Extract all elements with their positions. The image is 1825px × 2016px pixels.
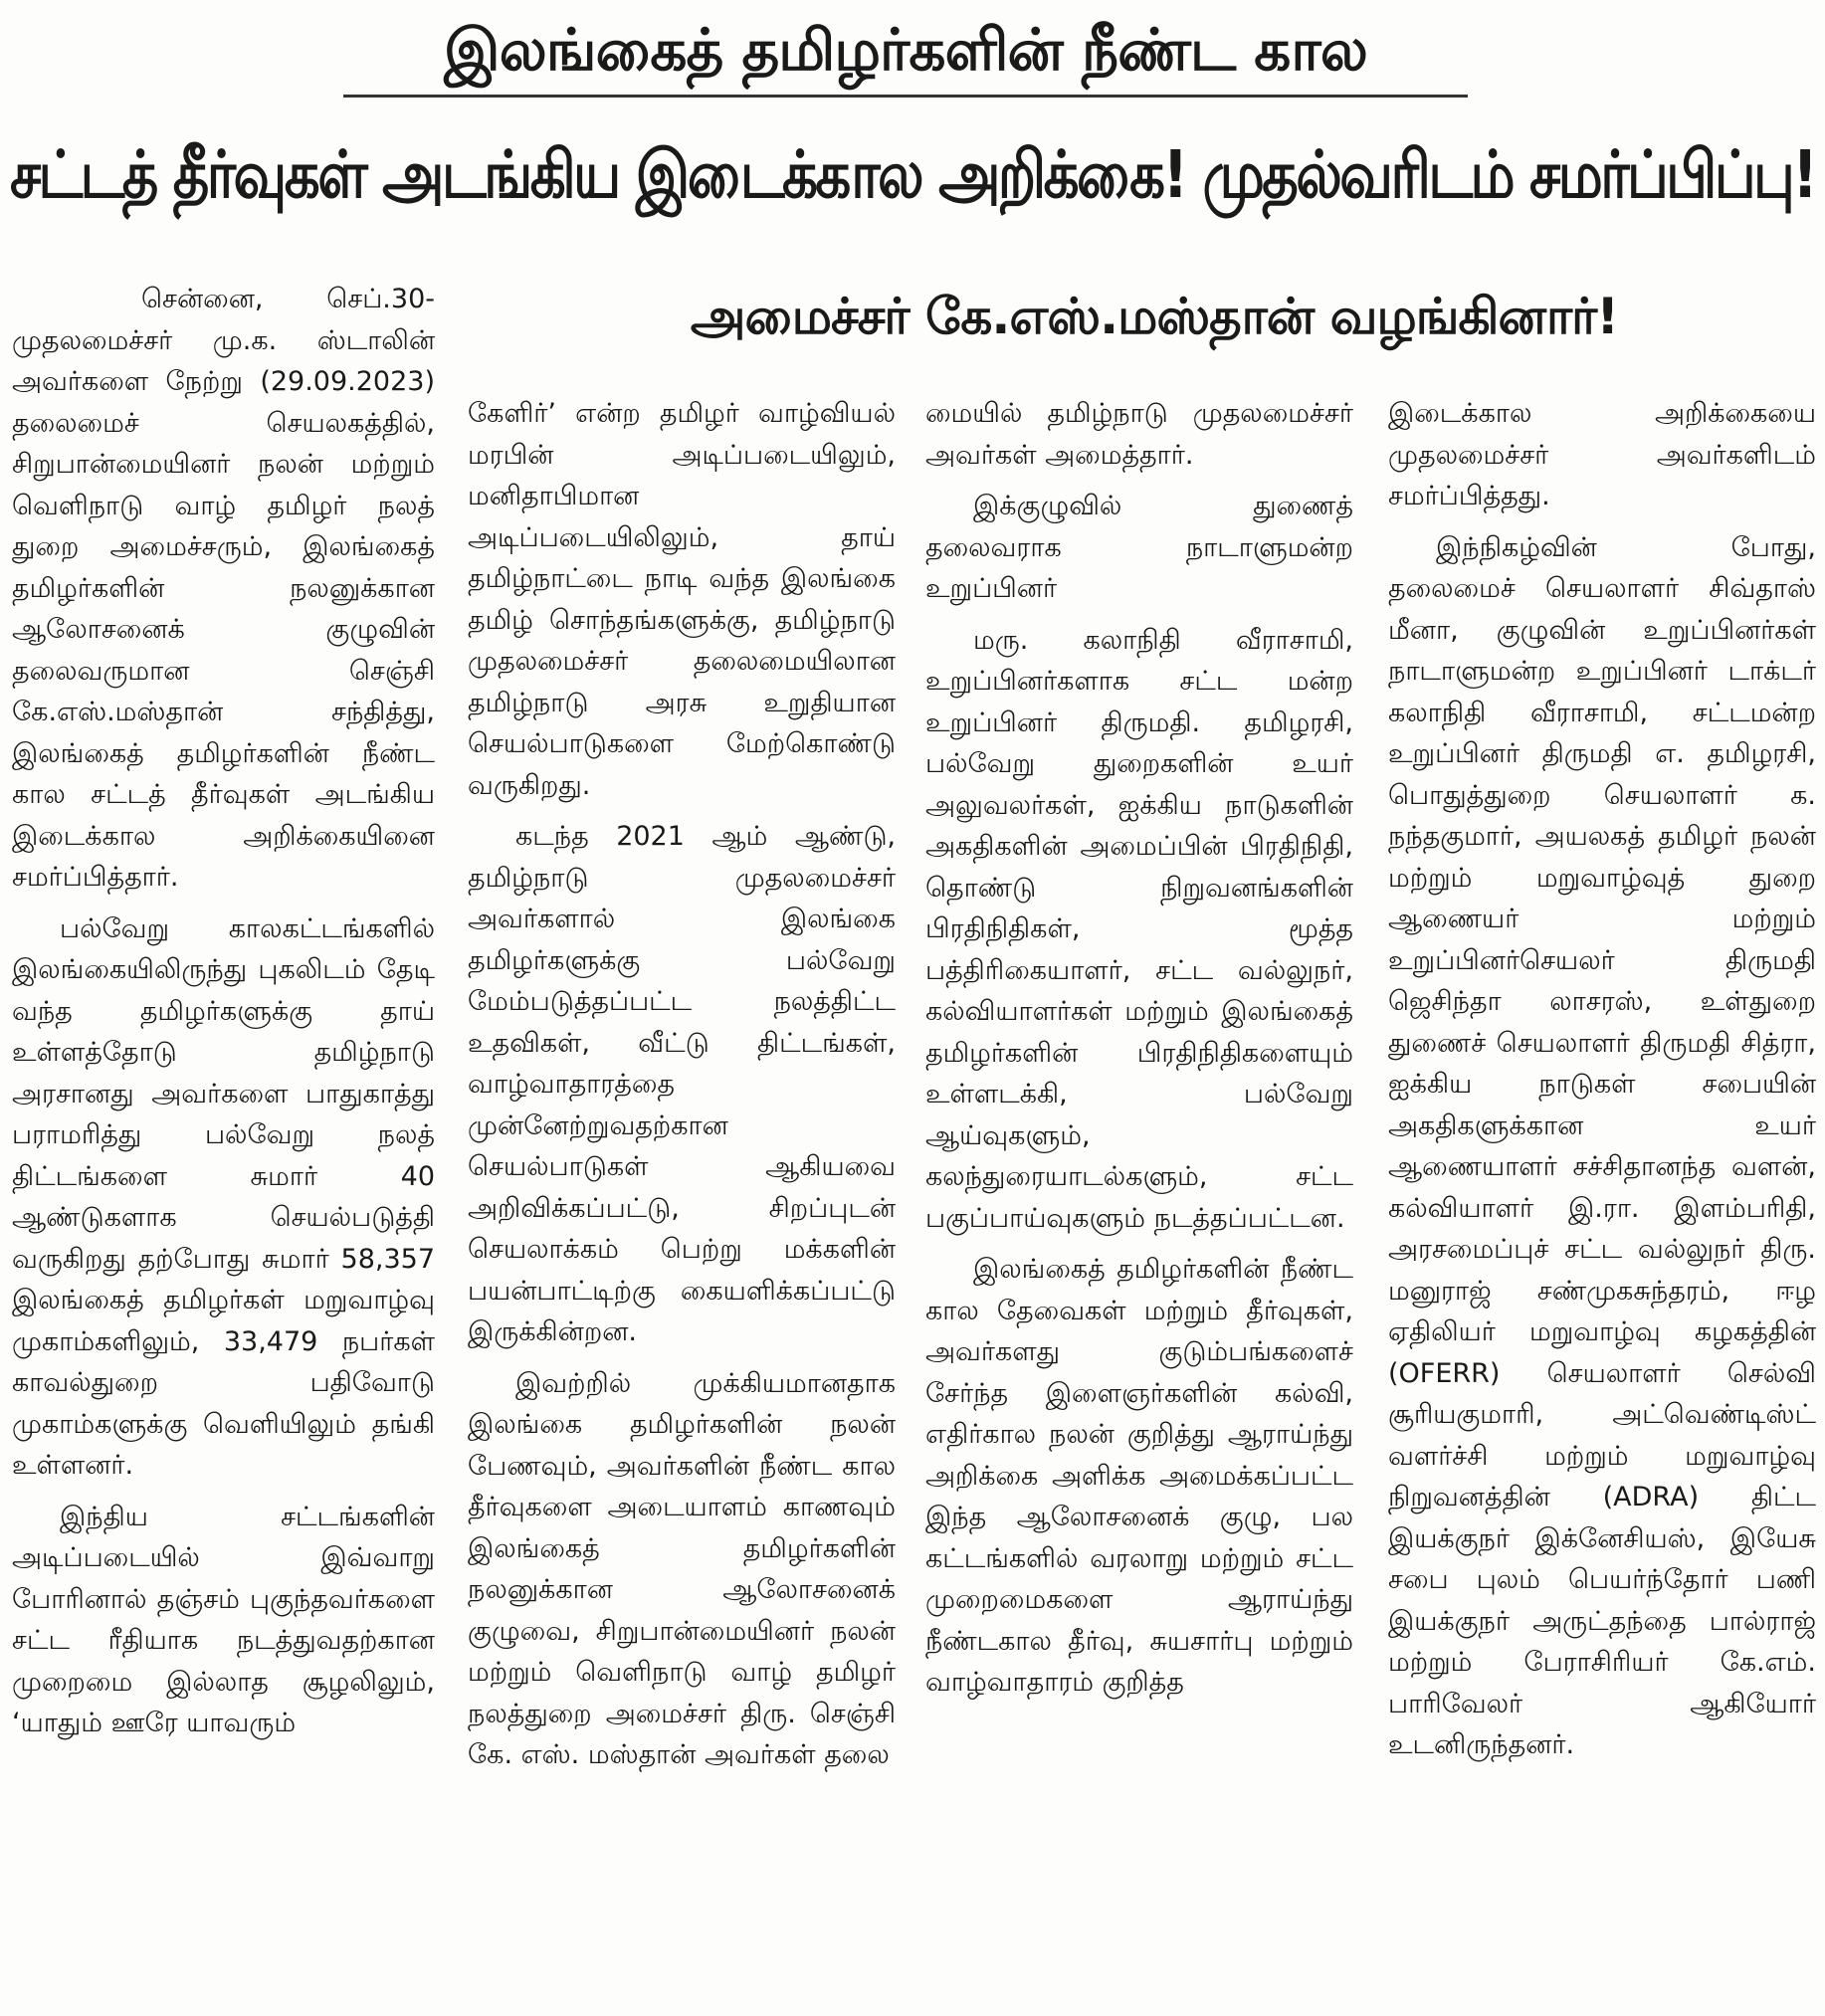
column-2-paragraph-1: கேளிர்’ என்ற தமிழர் வாழ்வியல் மரபின் அடிப்படையிலும், மனிதாபிமான அடிப்படையிலிலும், தாய் தமிழ்நாட்டை நாடி வந்த இலங்கை தமிழ் சொந்தங்களுக்கு, தமிழ்நாடு முதலமைச்சர் தலைமையிலான தமிழ்நாடு அரசு உறுதியான செயல்பாடுகளை மேற்கொண்டு வருகிறது. bbox=[468, 398, 896, 801]
article-column-3 bbox=[925, 393, 1353, 2016]
sub-headline: அமைச்சர் கே.எஸ்.மஸ்தான் வழங்கினார்! bbox=[690, 288, 1619, 345]
column-3-paragraph-3: மரு. கலாநிதி வீராசாமி, உறுப்பினர்களாக சட்ட மன்ற உறுப்பினர் திருமதி. தமிழரசி, பல்வேறு துறைகளின் உயர் அலுவலர்கள், ஐக்கிய நாடுகளின் அகதிகளின் அமைப்பின் பிரதிநிதி, தொண்டு நிறுவனங்களின் பிரதிநிதிகள், மூத்த பத்திரிகையாளர், சட்ட வல்லுநர், கல்வியாளர்கள் மற்றும் இலங்கைத் தமிழர்களின் பிரதிநிதிகளையும் உள்ளடக்கி, பல்வேறு ஆய்வுகளும், கலந்துரையாடல்களும், சட்ட பகுப்பாய்வுகளும் நடத்தப்பட்டன. bbox=[925, 624, 1353, 1234]
column-2-paragraph-2: கடந்த 2021 ஆம் ஆண்டு, தமிழ்நாடு முதலமைச்சர் அவர்களால் இலங்கை தமிழர்களுக்கு பல்வேறு மேம்படுத்தப்பட்ட நலத்திட்ட உதவிகள், வீட்டு திட்டங்கள், வாழ்வாதாரத்தை முன்னேற்றுவதற்கான செயல்பாடுகள் ஆகியவை அறிவிக்கப்பட்டு, சிறப்புடன் செயலாக்கம் பெற்று மக்களின் பயன்பாட்டிற்கு கையளிக்கப்பட்டு இருக்கின்றன. bbox=[468, 821, 896, 1347]
kicker-headline: இலங்கைத் தமிழர்களின் நீண்ட கால bbox=[444, 16, 1367, 84]
column-3-paragraph-2: இக்குழுவில் துணைத் தலைவராக நாடாளுமன்ற உறுப்பினர் bbox=[925, 491, 1353, 604]
main-headline: சட்டத் தீர்வுகள் அடங்கிய இடைக்கால அறிக்கை! முதல்வரிடம் சமர்ப்பிப்பு! bbox=[10, 136, 1816, 213]
article-column-1 bbox=[12, 279, 435, 2016]
column-4-paragraph-2: இந்நிகழ்வின் போது, தலைமைச் செயலாளர் சிவ்தாஸ் மீனா, குழுவின் உறுப்பினர்கள் நாடாளுமன்ற உறுப்பினர் டாக்டர் கலாநிதி வீராசாமி, சட்டமன்ற உறுப்பினர் திருமதி எ. தமிழரசி, பொதுத்துறை செயலாளர் க. நந்தகுமார், அயலகத் தமிழர் நலன் மற்றும் மறுவாழ்வுத் துறை ஆணையர் மற்றும் உறுப்பினர்செயலர் திருமதி ஜெசிந்தா லாசரஸ், உள்துறை துணைச் செயலாளர் திருமதி சித்ரா, ஐக்கிய நாடுகள் சபையின் அகதிகளுக்கான உயர் ஆணையாளர் சச்சிதானந்த வளன், கல்வியாளர் இ.ரா. இளம்பரிதி, அரசமைப்புச் சட்ட வல்லுநர் திரு. மனுராஜ் சண்முகசுந்தரம், ஈழ ஏதிலியர் மறுவாழ்வு கழகத்தின் (OFERR) செயலாளர் செல்வி சூரியகுமாரி, அட்வெண்டிஸ்ட் வளர்ச்சி மற்றும் மறுவாழ்வு நிறுவனத்தின் (ADRA) திட்ட இயக்குநர் இக்னேசியஸ், இயேசு சபை புலம் பெயர்ந்தோர் பணி இயக்குநர் அருட்தந்தை பால்ராஜ் மற்றும் பேராசிரியர் கே.எம். பாரிவேலர் ஆகியோர் உடனிருந்தனர். bbox=[1388, 531, 1816, 1760]
column-2-paragraph-3: இவற்றில் முக்கியமானதாக இலங்கை தமிழர்களின் நலன் பேணவும், அவர்களின் நீண்ட கால தீர்வுகளை அடையாளம் காணவும் இலங்கைத் தமிழர்களின் நலனுக்கான ஆலோசனைக் குழுவை, சிறுபான்மையினர் நலன் மற்றும் வெளிநாடு வாழ் தமிழர் நலத்துறை அமைச்சர் திரு. செஞ்சி கே. எஸ். மஸ்தான் அவர்கள் தலை bbox=[468, 1367, 896, 1770]
column-3-paragraph-1: மையில் தமிழ்நாடு முதலமைச்சர் அவர்கள் அமைத்தார். bbox=[925, 398, 1353, 471]
column-1-paragraph-1: சென்னை, செப்.30- முதலமைச்சர் மு.க. ஸ்டாலின் அவர்களை நேற்று (29.09.2023) தலைமைச் செயலகத்தில், சிறுபான்மையினர் நலன் மற்றும் வெளிநாடு வாழ் தமிழர் நலத் துறை அமைச்சரும், இலங்கைத் தமிழர்களின் நலனுக்கான ஆலோசனைக் குழுவின் தலைவருமான செஞ்சி கே.எஸ்.மஸ்தான் சந்தித்து, இலங்கைத் தமிழர்களின் நீண்ட கால சட்டத் தீர்வுகள் அடங்கிய இடைக்கால அறிக்கையினை சமர்ப்பித்தார். bbox=[12, 284, 435, 893]
column-4-paragraph-1: இடைக்கால அறிக்கையை முதலமைச்சர் அவர்களிடம் சமர்ப்பித்தது. bbox=[1388, 398, 1816, 511]
kicker-underline bbox=[343, 95, 1468, 98]
column-3-paragraph-4: இலங்கைத் தமிழர்களின் நீண்ட கால தேவைகள் மற்றும் தீர்வுகள், அவர்களது குடும்பங்களைச் சேர்ந்த இளைஞர்களின் கல்வி, எதிர்கால நலன் குறித்து ஆராய்ந்து அறிக்கை அளிக்க அமைக்கப்பட்ட இந்த ஆலோசனைக் குழு, பல கட்டங்களில் வரலாறு மற்றும் சட்ட முறைமைகளை ஆராய்ந்து நீண்டகால தீர்வு, சுயசார்பு மற்றும் வாழ்வாதாரம் குறித்த bbox=[925, 1254, 1353, 1698]
article-column-4 bbox=[1388, 393, 1816, 2016]
column-1-paragraph-3: இந்திய சட்டங்களின் அடிப்படையில் இவ்வாறு போரினால் தஞ்சம் புகுந்தவர்களை சட்ட ரீதியாக நடத்துவதற்கான முறைமை இல்லாத சூழலிலும், ‘யாதும் ஊரே யாவரும் bbox=[12, 1501, 435, 1738]
column-1-paragraph-2: பல்வேறு காலகட்டங்களில் இலங்கையிலிருந்து புகலிடம் தேடி வந்த தமிழர்களுக்கு தாய் உள்ளத்தோடு தமிழ்நாடு அரசானது அவர்களை பாதுகாத்து பராமரித்து பல்வேறு நலத் திட்டங்களை சுமார் 40 ஆண்டுகளாக செயல்படுத்தி வருகிறது தற்போது சுமார் 58,357 இலங்கைத் தமிழர்கள் மறுவாழ்வு முகாம்களிலும், 33,479 நபர்கள் காவல்துறை பதிவோடு முகாம்களுக்கு வெளியிலும் தங்கி உள்ளனர். bbox=[12, 912, 435, 1481]
article-column-2 bbox=[468, 393, 896, 2016]
